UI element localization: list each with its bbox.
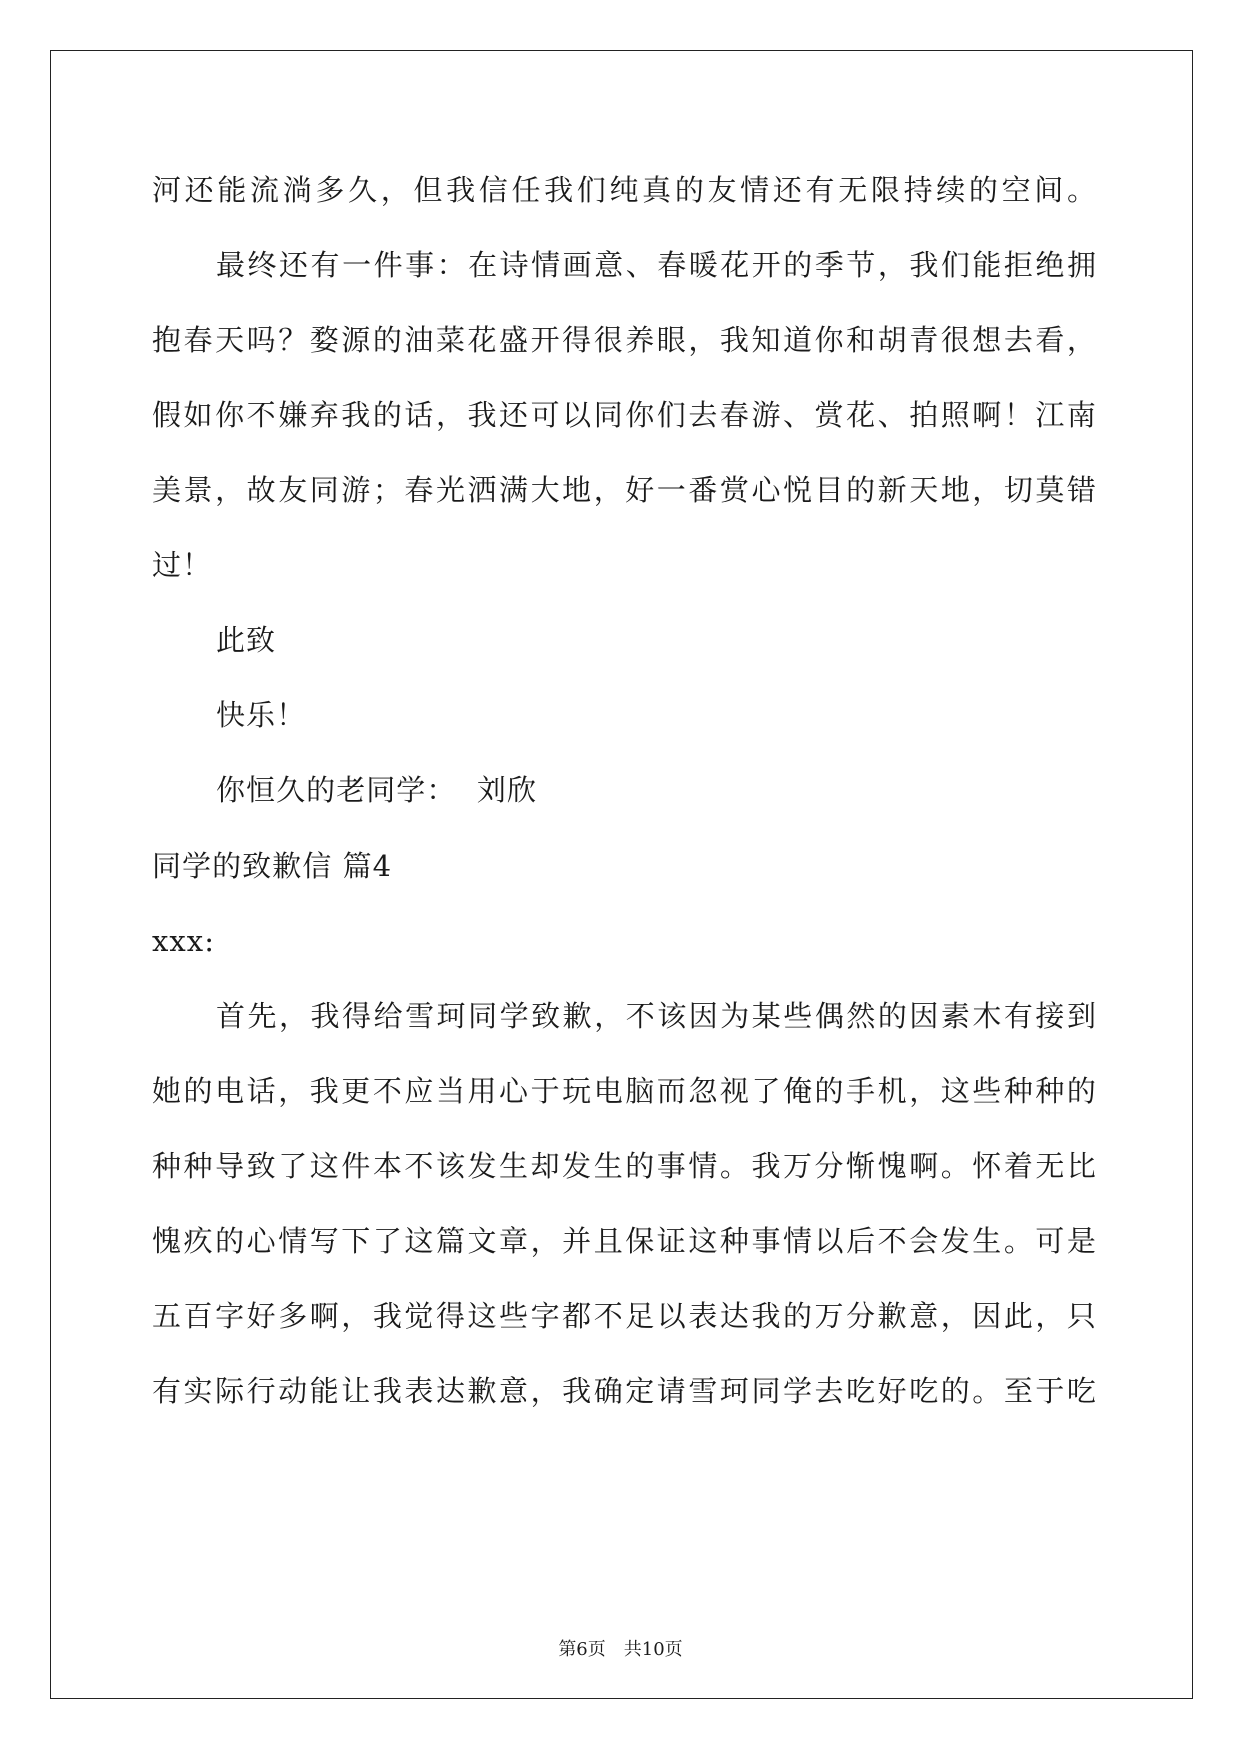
text-line: 美景，故友同游；春光洒满大地，好一番赏心悦目的新天地，切莫错	[152, 473, 1097, 507]
text-line: 种种导致了这件本不该发生却发生的事情。我万分惭愧啊。怀着无比	[152, 1149, 1097, 1183]
text-line: 五百字好多啊，我觉得这些字都不足以表达我的万分歉意，因此，只	[152, 1299, 1097, 1333]
section-heading: 同学的致歉信 篇4	[152, 849, 393, 883]
text-line: 河还能流淌多久，但我信任我们纯真的友情还有无限持续的空间。	[152, 173, 1097, 207]
page-total: 共10页	[623, 1639, 683, 1660]
closing-wish: 快乐！	[216, 698, 307, 732]
text-line: 抱春天吗？婺源的油菜花盛开得很养眼，我知道你和胡青很想去看，	[152, 323, 1097, 357]
text-line: 假如你不嫌弃我的话，我还可以同你们去春游、赏花、拍照啊！江南	[152, 398, 1097, 432]
text-line: 愧疚的心情写下了这篇文章，并且保证这种事情以后不会发生。可是	[152, 1224, 1097, 1258]
signature-line: 你恒久的老同学： 刘欣	[216, 773, 538, 807]
text-line: 她的电话，我更不应当用心于玩电脑而忽视了俺的手机，这些种种的	[152, 1074, 1097, 1108]
page-number: 第6页	[558, 1639, 606, 1660]
text-line: 首先，我得给雪珂同学致歉，不该因为某些偶然的因素木有接到	[216, 999, 1097, 1033]
page-footer	[0, 1639, 1241, 1661]
text-line: 过！	[152, 548, 213, 582]
text-line: 最终还有一件事：在诗情画意、春暖花开的季节，我们能拒绝拥	[216, 248, 1097, 282]
text-line: 有实际行动能让我表达歉意，我确定请雪珂同学去吃好吃的。至于吃	[152, 1374, 1097, 1408]
recipient-line: xxx:	[152, 924, 216, 958]
closing-salutation: 此致	[216, 623, 277, 657]
